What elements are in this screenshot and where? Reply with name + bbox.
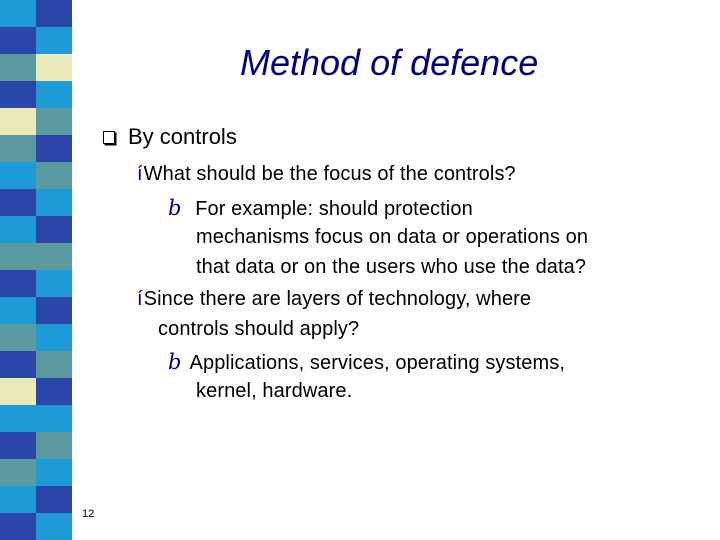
stripe-square — [36, 162, 72, 190]
stripe-square — [0, 270, 36, 298]
point-1-sub-text-2: mechanisms focus on data or operations on — [196, 226, 589, 248]
point-2-sub-line-2 — [196, 380, 352, 403]
point-2-sub-text-1: Applications, services, operating systems, — [189, 352, 566, 374]
point-2-sub-line-1 — [168, 350, 565, 375]
stripe-square — [36, 0, 72, 28]
point-1-line-1 — [137, 163, 516, 186]
stripe-square — [36, 270, 72, 298]
stripe-square — [0, 189, 36, 217]
stripe-square — [0, 27, 36, 55]
stripe-square — [0, 351, 36, 379]
point-1-sub-text-3: that data or on the users who use the data? — [196, 256, 587, 278]
bullet-level1-text: By controls — [128, 124, 237, 149]
stripe-square — [36, 81, 72, 109]
stripe-square — [0, 162, 36, 190]
stripe-square — [36, 297, 72, 325]
stripe-square — [0, 405, 36, 433]
stripe-square — [36, 54, 72, 82]
stripe-square — [0, 135, 36, 163]
stripe-square — [0, 0, 36, 28]
point-2-sub-marker: b — [168, 350, 182, 374]
hollow-square-bullet-icon — [103, 131, 115, 144]
stripe-square — [36, 27, 72, 55]
bullet-level1 — [103, 124, 237, 150]
stripe-square — [0, 513, 36, 540]
stripe-square — [36, 324, 72, 352]
point-2-line-2 — [158, 318, 359, 341]
stripe-square — [0, 324, 36, 352]
stripe-square — [0, 108, 36, 136]
stripe-square — [36, 405, 72, 433]
point-2-text-2: controls should apply? — [158, 318, 360, 340]
decorative-stripe — [0, 0, 72, 540]
stripe-square — [36, 351, 72, 379]
stripe-square — [36, 108, 72, 136]
stripe-square — [36, 513, 72, 540]
slide-number: 12 — [82, 508, 95, 520]
stripe-square — [0, 432, 36, 460]
stripe-square — [0, 378, 36, 406]
point-1-marker: í — [137, 163, 143, 185]
point-2-line-1 — [137, 288, 531, 311]
stripe-square — [36, 432, 72, 460]
stripe-square — [36, 216, 72, 244]
point-1-text: What should be the focus of the controls? — [143, 163, 516, 185]
stripe-square — [0, 216, 36, 244]
point-1-sub-text-1: For example: should protection — [189, 198, 473, 220]
point-1-sub-line-3 — [196, 256, 586, 279]
slide-title: Method of defence — [240, 42, 539, 83]
point-1-sub-line-1 — [168, 196, 473, 221]
stripe-square — [0, 297, 36, 325]
stripe-square — [36, 243, 72, 271]
stripe-square — [36, 486, 72, 514]
stripe-square — [0, 81, 36, 109]
stripe-square — [36, 135, 72, 163]
stripe-square — [0, 486, 36, 514]
point-1-sub-line-2 — [196, 226, 588, 249]
point-2-sub-text-2: kernel, hardware. — [196, 380, 353, 402]
stripe-square — [0, 243, 36, 271]
point-1-sub-marker: b — [168, 196, 182, 220]
stripe-square — [36, 378, 72, 406]
stripe-square — [0, 54, 36, 82]
stripe-square — [36, 459, 72, 487]
point-2-marker: í — [137, 288, 143, 310]
stripe-square — [36, 189, 72, 217]
point-2-text-1: Since there are layers of technology, where — [143, 288, 532, 310]
stripe-square — [0, 459, 36, 487]
